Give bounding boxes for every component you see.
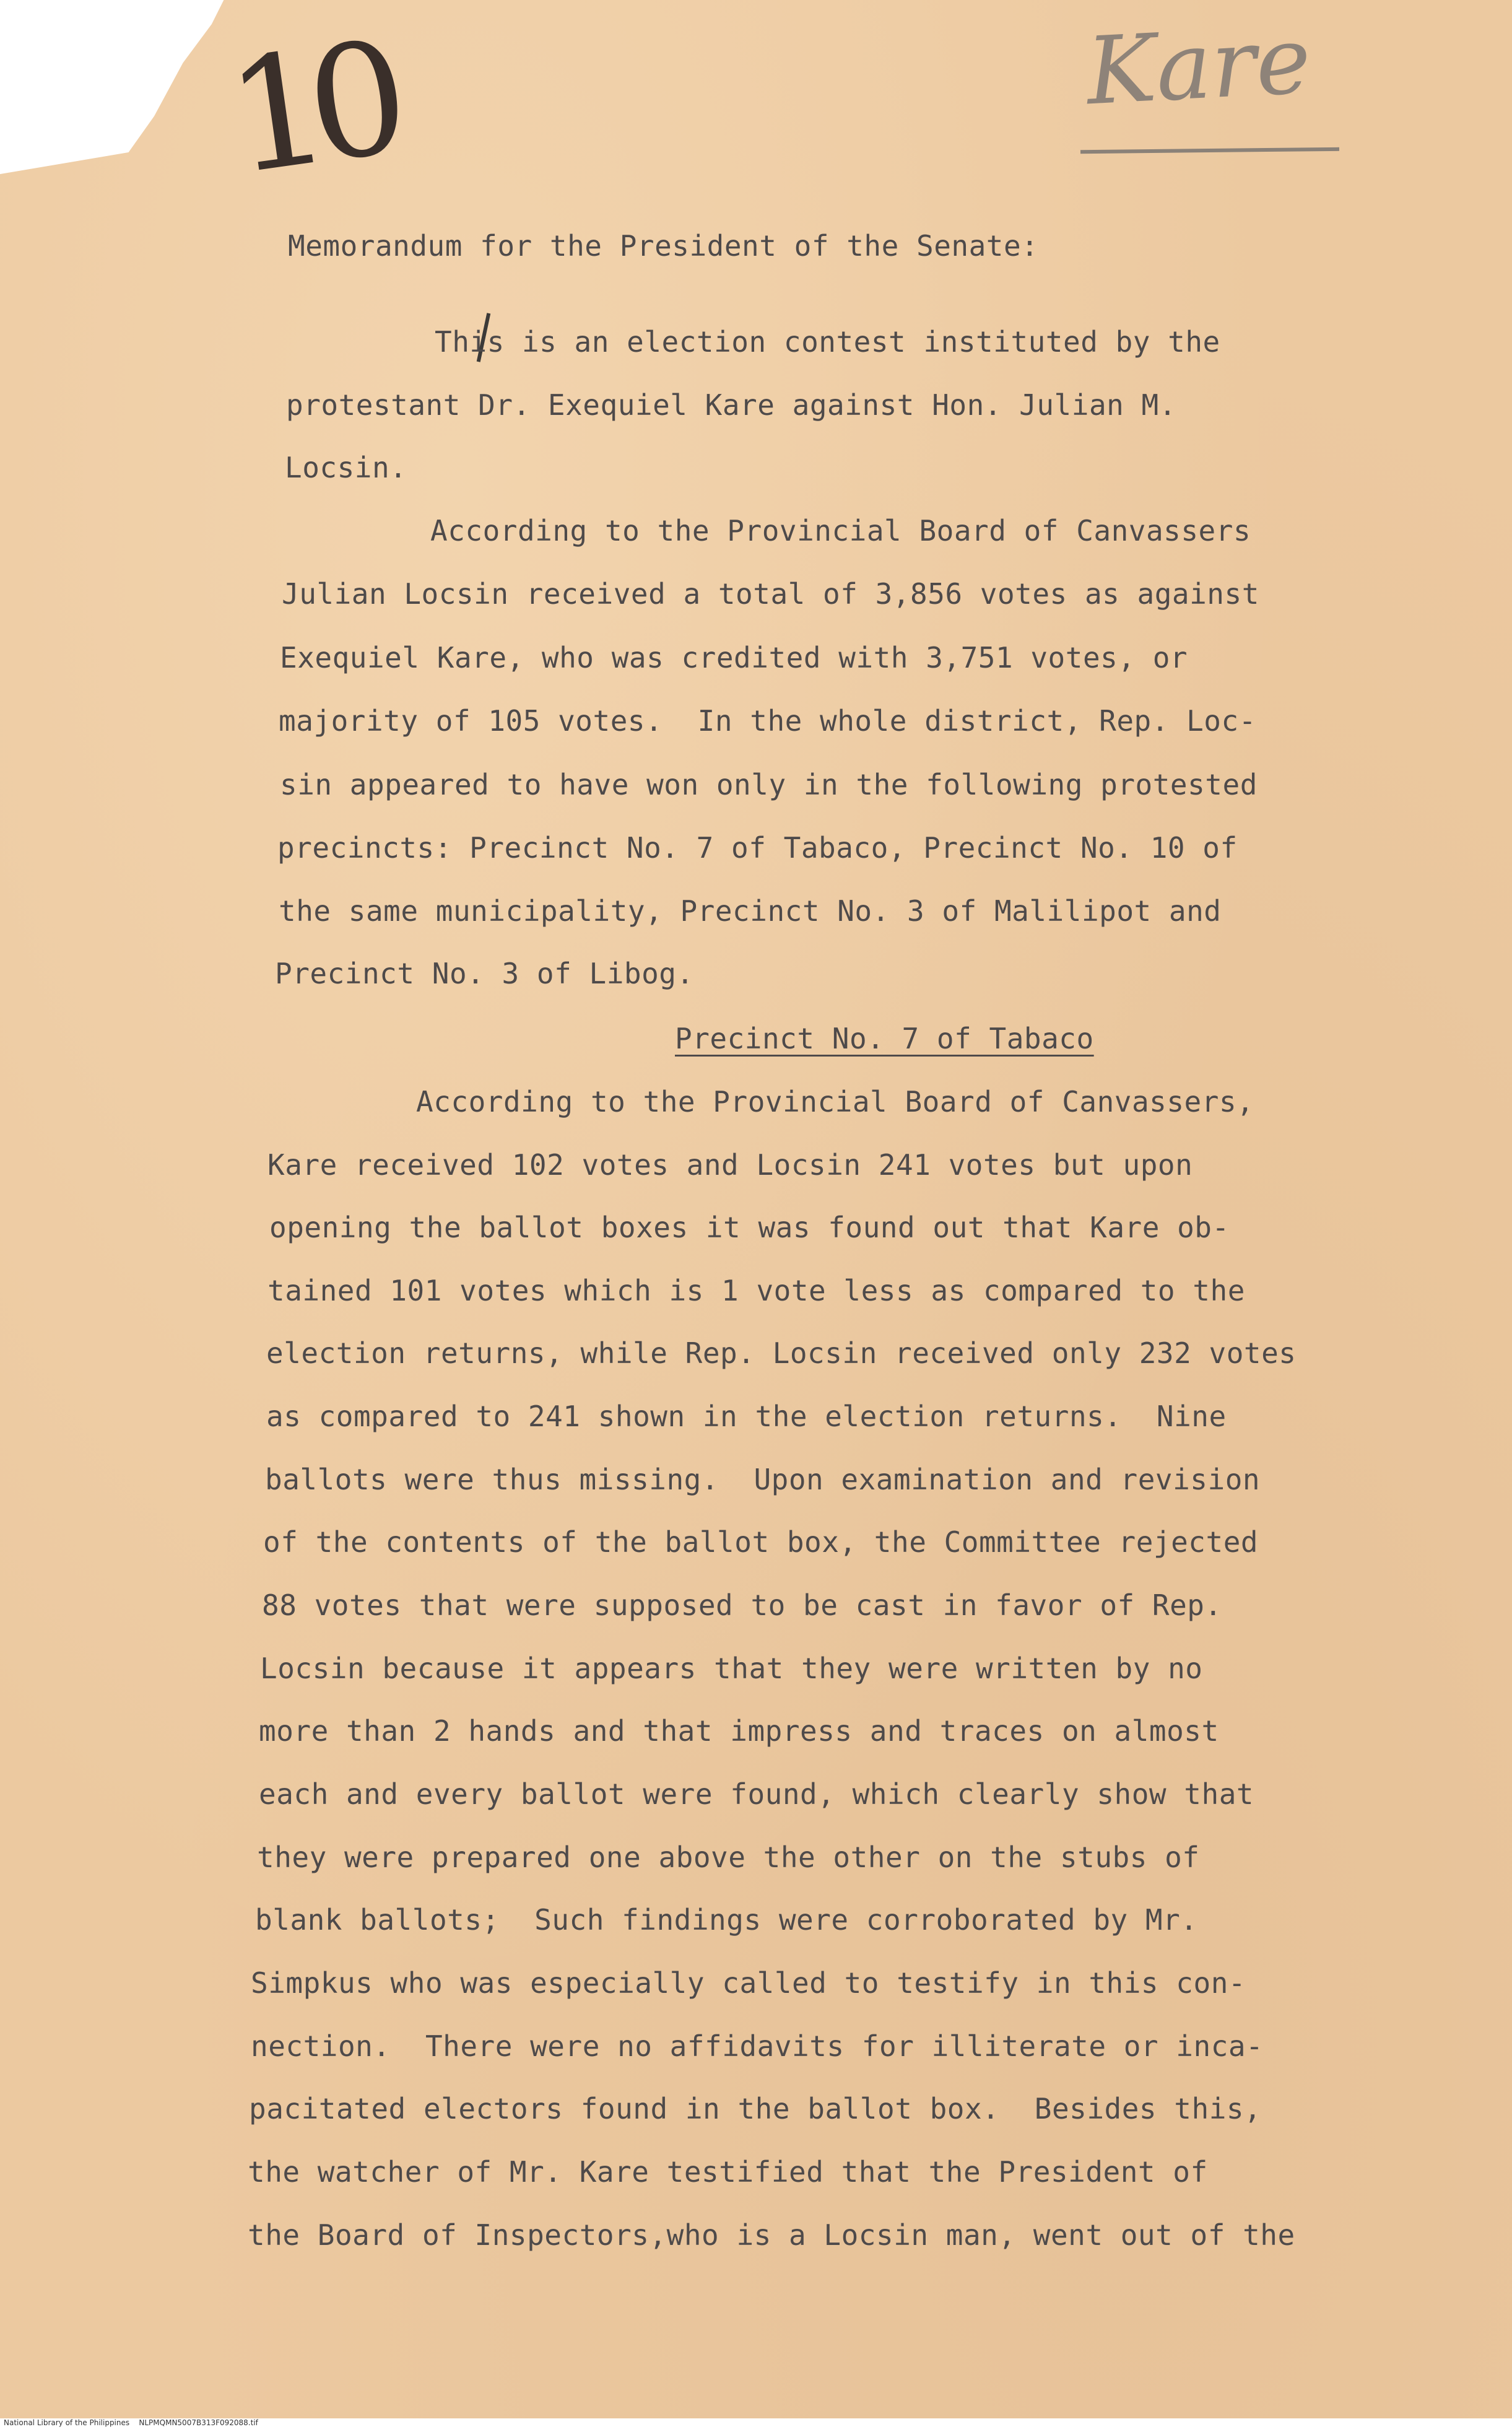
body-line: tained 101 votes which is 1 vote less as compared to the bbox=[267, 1274, 1245, 1307]
body-line: 88 votes that were supposed to be cast in favor of Rep. bbox=[262, 1589, 1222, 1622]
section-heading: Precinct No. 7 of Tabaco bbox=[675, 1022, 1094, 1055]
body-line: blank ballots; Such findings were corroborated by Mr. bbox=[255, 1903, 1198, 1937]
body-line: opening the ballot boxes it was found out that Kare ob- bbox=[269, 1211, 1230, 1244]
body-line: election returns, while Rep. Locsin received only 232 votes bbox=[266, 1336, 1297, 1370]
memo-line: sin appeared to have won only in the following protested bbox=[280, 768, 1258, 801]
memo-line: Exequiel Kare, who was credited with 3,751 votes, or bbox=[280, 641, 1188, 674]
body-line: Locsin because it appears that they were written by no bbox=[260, 1652, 1203, 1685]
body-line: the watcher of Mr. Kare testified that the President of bbox=[248, 2155, 1208, 2189]
body-line: the Board of Inspectors,who is a Locsin man, went out of the bbox=[248, 2218, 1295, 2252]
scan-source-label: National Library of the Philippines NLPMQMN5007B313F092088.tif bbox=[4, 2418, 258, 2427]
memo-line: the same municipality, Precinct No. 3 of Malilipot and bbox=[279, 894, 1222, 928]
handwritten-number: 10 bbox=[217, 8, 401, 209]
memo-line: Locsin. bbox=[285, 451, 407, 484]
handwritten-surname-note: Kare bbox=[1084, 6, 1314, 126]
memo-line: protestant Dr. Exequiel Kare against Hon. Julian M. bbox=[286, 388, 1176, 422]
body-line: Simpkus who was especially called to testify in this con- bbox=[251, 1966, 1246, 2000]
memo-salutation: Memorandum for the President of the Senate: bbox=[288, 229, 1039, 263]
body-line: they were prepared one above the other on the stubs of bbox=[257, 1841, 1200, 1874]
body-line: each and every ballot were found, which clearly show that bbox=[259, 1777, 1254, 1811]
scan-footer bbox=[0, 2418, 1512, 2432]
memo-line: This is an election contest instituted by the bbox=[435, 325, 1220, 359]
body-line: pacitated electors found in the ballot box. Besides this, bbox=[249, 2092, 1262, 2125]
body-line: of the contents of the ballot box, the Committee rejected bbox=[263, 1525, 1259, 1559]
body-line: According to the Provincial Board of Canvassers, bbox=[416, 1085, 1254, 1118]
memo-line: According to the Provincial Board of Canvassers bbox=[430, 514, 1251, 547]
body-line: as compared to 241 shown in the election returns. Nine bbox=[266, 1400, 1227, 1433]
body-line: more than 2 hands and that impress and traces on almost bbox=[259, 1714, 1219, 1748]
memo-line: precincts: Precinct No. 7 of Tabaco, Precinct No. 10 of bbox=[277, 831, 1238, 865]
memo-line: majority of 105 votes. In the whole district, Rep. Loc- bbox=[279, 704, 1256, 738]
body-line: Kare received 102 votes and Locsin 241 votes but upon bbox=[267, 1148, 1193, 1182]
memo-line: Precinct No. 3 of Libog. bbox=[275, 957, 694, 990]
body-line: ballots were thus missing. Upon examination and revision bbox=[265, 1463, 1261, 1496]
memo-line: Julian Locsin received a total of 3,856 votes as against bbox=[282, 577, 1259, 611]
body-line: nection. There were no affidavits for illiterate or inca- bbox=[251, 2029, 1264, 2063]
